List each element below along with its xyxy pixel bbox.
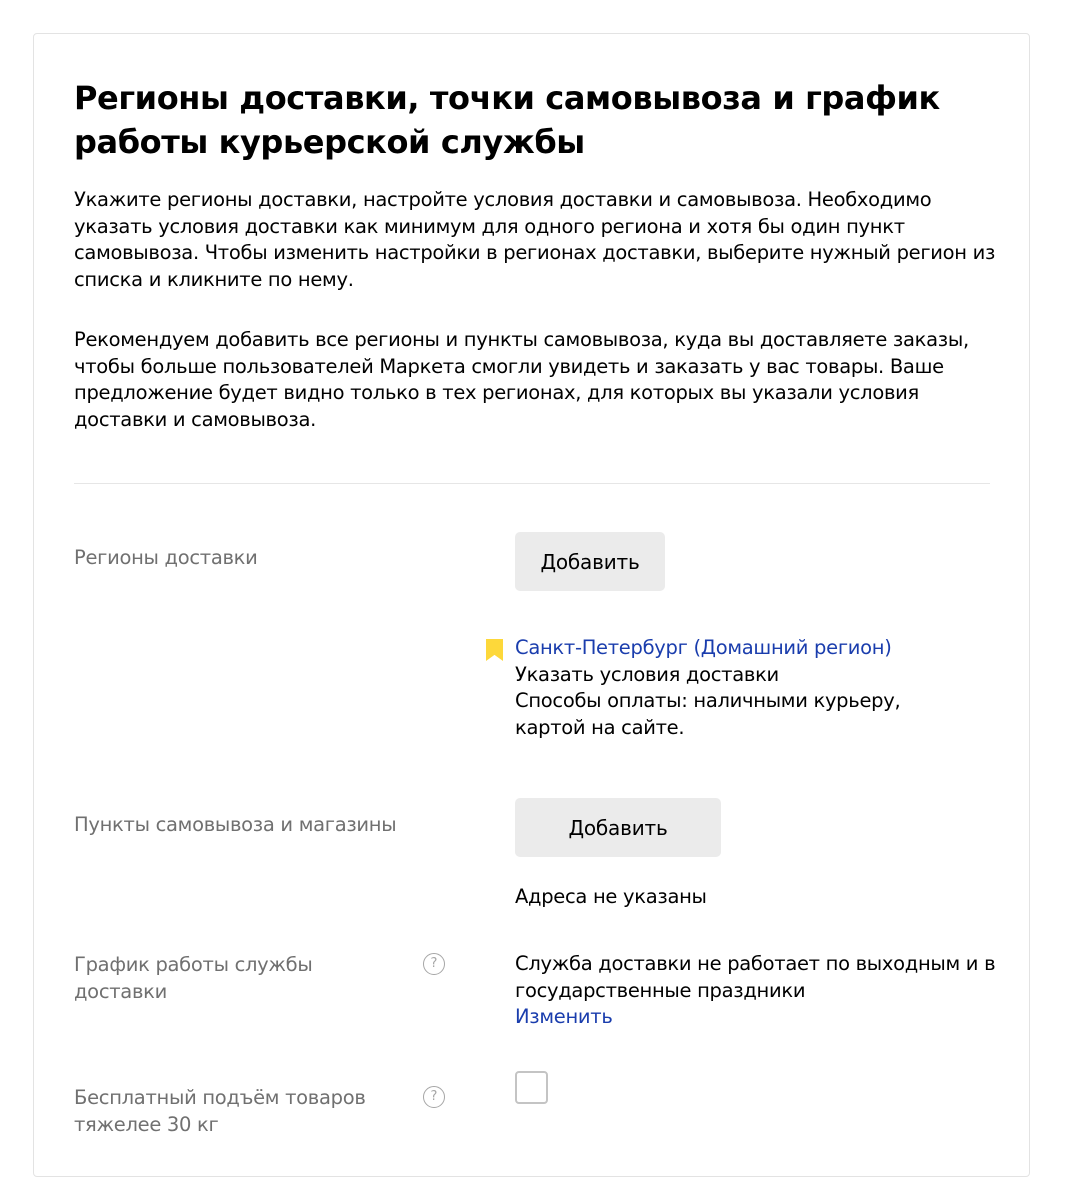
schedule-label: График работы службы доставки [74,953,313,1003]
bookmark-icon [486,639,503,661]
region-item [515,635,1015,741]
delivery-settings-card [33,33,1030,1177]
section-divider [74,483,990,484]
schedule-value [515,951,1015,1031]
free-lifting-checkbox[interactable] [515,1071,548,1104]
region-conditions-link[interactable]: Указать условия доставки [515,662,779,686]
schedule-help-icon[interactable]: ? [423,953,445,975]
free-lifting-help-icon[interactable]: ? [423,1086,445,1108]
pickup-points-label: Пункты самовывоза и магазины [74,813,397,836]
add-pickup-point-button[interactable]: Добавить [515,798,721,857]
region-link[interactable]: Санкт-Петербург (Домашний регион) [515,636,892,659]
region-payment-methods: Способы оплаты: наличными курьеру, картой на сайте. [515,689,901,739]
pickup-empty-text: Адреса не указаны [515,885,707,908]
delivery-regions-label: Регионы доставки [74,546,258,569]
add-region-button[interactable]: Добавить [515,532,665,591]
change-schedule-link[interactable]: Изменить [515,1005,613,1028]
page-title: Регионы доставки, точки самовывоза и график работы курьерской службы [74,79,940,161]
free-lifting-label: Бесплатный подъём товаров тяжелее 30 кг [74,1086,366,1136]
intro-paragraph-1: Укажите регионы доставки, настройте условия доставки и самовывоза. Необходимо указать условия доставки как минимум для одного региона и хотя бы один пункт самовывоза. Чтобы изменить настройки в регионах доставки, выберите нужный регион из списка и кликните по нему. [74,188,996,291]
schedule-text: Служба доставки не работает по выходным и в государственные праздники [515,952,996,1002]
intro-paragraph-2: Рекомендуем добавить все регионы и пункты самовывоза, куда вы доставляете заказы, чтобы больше пользователей Маркета смогли увидеть и заказать у вас товары. Ваше предложение будет видно только в тех регионах, для которых вы указали условия доставки и самовывоза. [74,328,969,431]
